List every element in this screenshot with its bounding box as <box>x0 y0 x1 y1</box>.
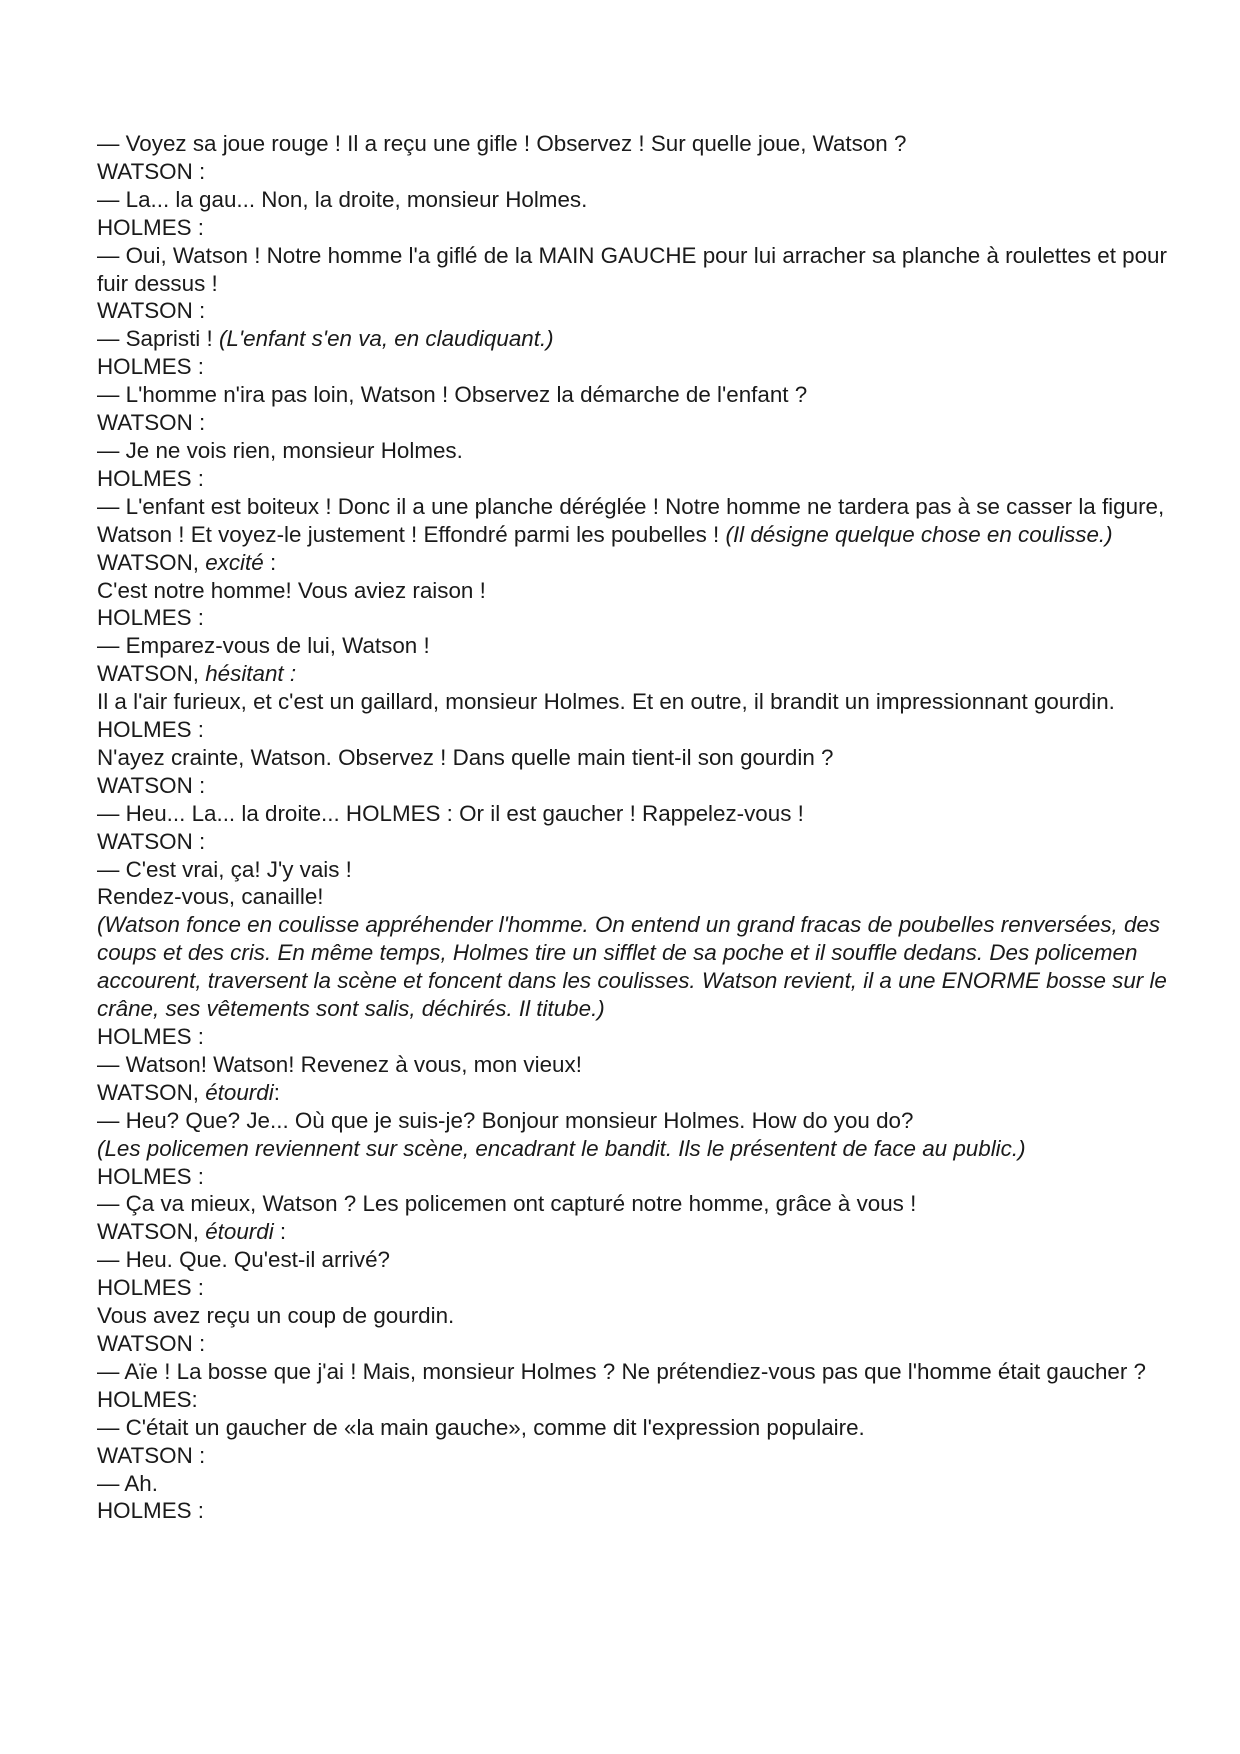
dialogue-line: Vous avez reçu un coup de gourdin. <box>97 1303 455 1329</box>
dialogue-line: Rendez-vous, canaille! <box>97 884 324 910</box>
dialogue-line: — Aïe ! La bosse que j'ai ! Mais, monsieur Holmes ? Ne prétendiez-vous pas que l'homme était gaucher ? <box>97 1358 1147 1384</box>
speaker-line: HOLMES : <box>97 465 205 491</box>
speaker-line: HOLMES : <box>97 1275 205 1301</box>
speaker-line: WATSON : <box>97 772 206 798</box>
speaker-line: HOLMES : <box>97 1498 205 1524</box>
speaker-line <box>97 549 1187 577</box>
stage-direction: (Il désigne quelque chose en coulisse.) <box>725 521 1113 547</box>
speaker-line: HOLMES: <box>97 1386 198 1412</box>
dialogue-text: — L'enfant est boiteux ! Donc il a une planche déréglée ! Notre homme ne tardera pas à se casser la figure, Watson ! Et voyez-le justement ! Effondré parmi les poubelles ! <box>97 493 1165 547</box>
speaker-colon: : <box>263 549 277 575</box>
speaker-line: HOLMES : <box>97 605 205 631</box>
speaker-manner: étourdi <box>205 1219 274 1245</box>
dialogue-line <box>97 325 1187 353</box>
speaker-line <box>97 660 1187 688</box>
dialogue-line: — Heu... La... la droite... HOLMES : Or il est gaucher ! Rappelez-vous ! <box>97 800 804 826</box>
dialogue-line: — La... la gau... Non, la droite, monsieur Holmes. <box>97 186 588 212</box>
dialogue-line: — L'homme n'ira pas loin, Watson ! Observez la démarche de l'enfant ? <box>97 382 808 408</box>
dialogue-line: — Voyez sa joue rouge ! Il a reçu une gifle ! Observez ! Sur quelle joue, Watson ? <box>97 131 907 156</box>
speaker-colon: : <box>273 1079 280 1105</box>
stage-direction: (Watson fonce en coulisse appréhender l'homme. On entend un grand fracas de poubelles renversées, des coups et des cris. En même temps, Holmes tire un sifflet de sa poche et il souffle dedans. Des policemen accourent, traversent la scène et foncent dans les coulisses. Watson revient, il a une ENORME bosse sur le crâne, ses vêtements sont salis, déchirés. Il titube.) <box>97 912 1167 1022</box>
speaker-line: WATSON : <box>97 410 206 436</box>
speaker-manner: étourdi <box>205 1079 274 1105</box>
speaker-manner: hésitant : <box>205 661 297 687</box>
dialogue-line: — Oui, Watson ! Notre homme l'a giflé de la MAIN GAUCHE pour lui arracher sa planche à roulettes et pour fuir dessus ! <box>97 242 1167 296</box>
speaker-line: WATSON : <box>97 828 206 854</box>
speaker-name: WATSON, <box>97 549 206 575</box>
script-text <box>97 130 1187 1525</box>
dialogue-line: C'est notre homme! Vous aviez raison ! <box>97 577 486 603</box>
speaker-colon: : <box>273 1219 287 1245</box>
dialogue-line <box>97 493 1187 549</box>
speaker-name: WATSON, <box>97 1219 206 1245</box>
dialogue-text: — Sapristi ! <box>97 326 219 352</box>
dialogue-line: N'ayez crainte, Watson. Observez ! Dans quelle main tient-il son gourdin ? <box>97 744 834 770</box>
dialogue-line: — C'est vrai, ça! J'y vais ! <box>97 856 352 882</box>
dialogue-line: — Je ne vois rien, monsieur Holmes. <box>97 437 463 463</box>
dialogue-line: — Ah. <box>97 1470 158 1496</box>
speaker-line: WATSON : <box>97 158 206 184</box>
dialogue-line: — Heu? Que? Je... Où que je suis-je? Bonjour monsieur Holmes. How do you do? <box>97 1107 914 1133</box>
speaker-line: WATSON : <box>97 1330 206 1356</box>
dialogue-line: Il a l'air furieux, et c'est un gaillard, monsieur Holmes. Et en outre, il brandit un impressionnant gourdin. <box>97 689 1115 715</box>
dialogue-line: — Emparez-vous de lui, Watson ! <box>97 633 430 659</box>
speaker-line: HOLMES : <box>97 1024 205 1049</box>
speaker-line: HOLMES : <box>97 214 205 240</box>
dialogue-line: — C'était un gaucher de «la main gauche», comme dit l'expression populaire. <box>97 1414 865 1440</box>
dialogue-line: — Heu. Que. Qu'est-il arrivé? <box>97 1247 390 1273</box>
stage-direction: (L'enfant s'en va, en claudiquant.) <box>218 326 554 352</box>
speaker-line: WATSON : <box>97 1442 206 1468</box>
stage-direction: (Les policemen reviennent sur scène, encadrant le bandit. Ils le présentent de face au public.) <box>97 1135 1026 1161</box>
speaker-line: HOLMES : <box>97 1163 205 1189</box>
speaker-line <box>97 1079 1187 1107</box>
speaker-manner: excité <box>205 549 264 575</box>
speaker-line: HOLMES : <box>97 717 205 743</box>
speaker-line: WATSON : <box>97 298 206 324</box>
speaker-line: HOLMES : <box>97 354 205 380</box>
dialogue-line: — Watson! Watson! Revenez à vous, mon vieux! <box>97 1051 582 1077</box>
speaker-line <box>97 1218 1187 1246</box>
speaker-name: WATSON, <box>97 1079 206 1105</box>
dialogue-line: — Ça va mieux, Watson ? Les policemen ont capturé notre homme, grâce à vous ! <box>97 1191 917 1217</box>
speaker-name: WATSON, <box>97 661 206 687</box>
